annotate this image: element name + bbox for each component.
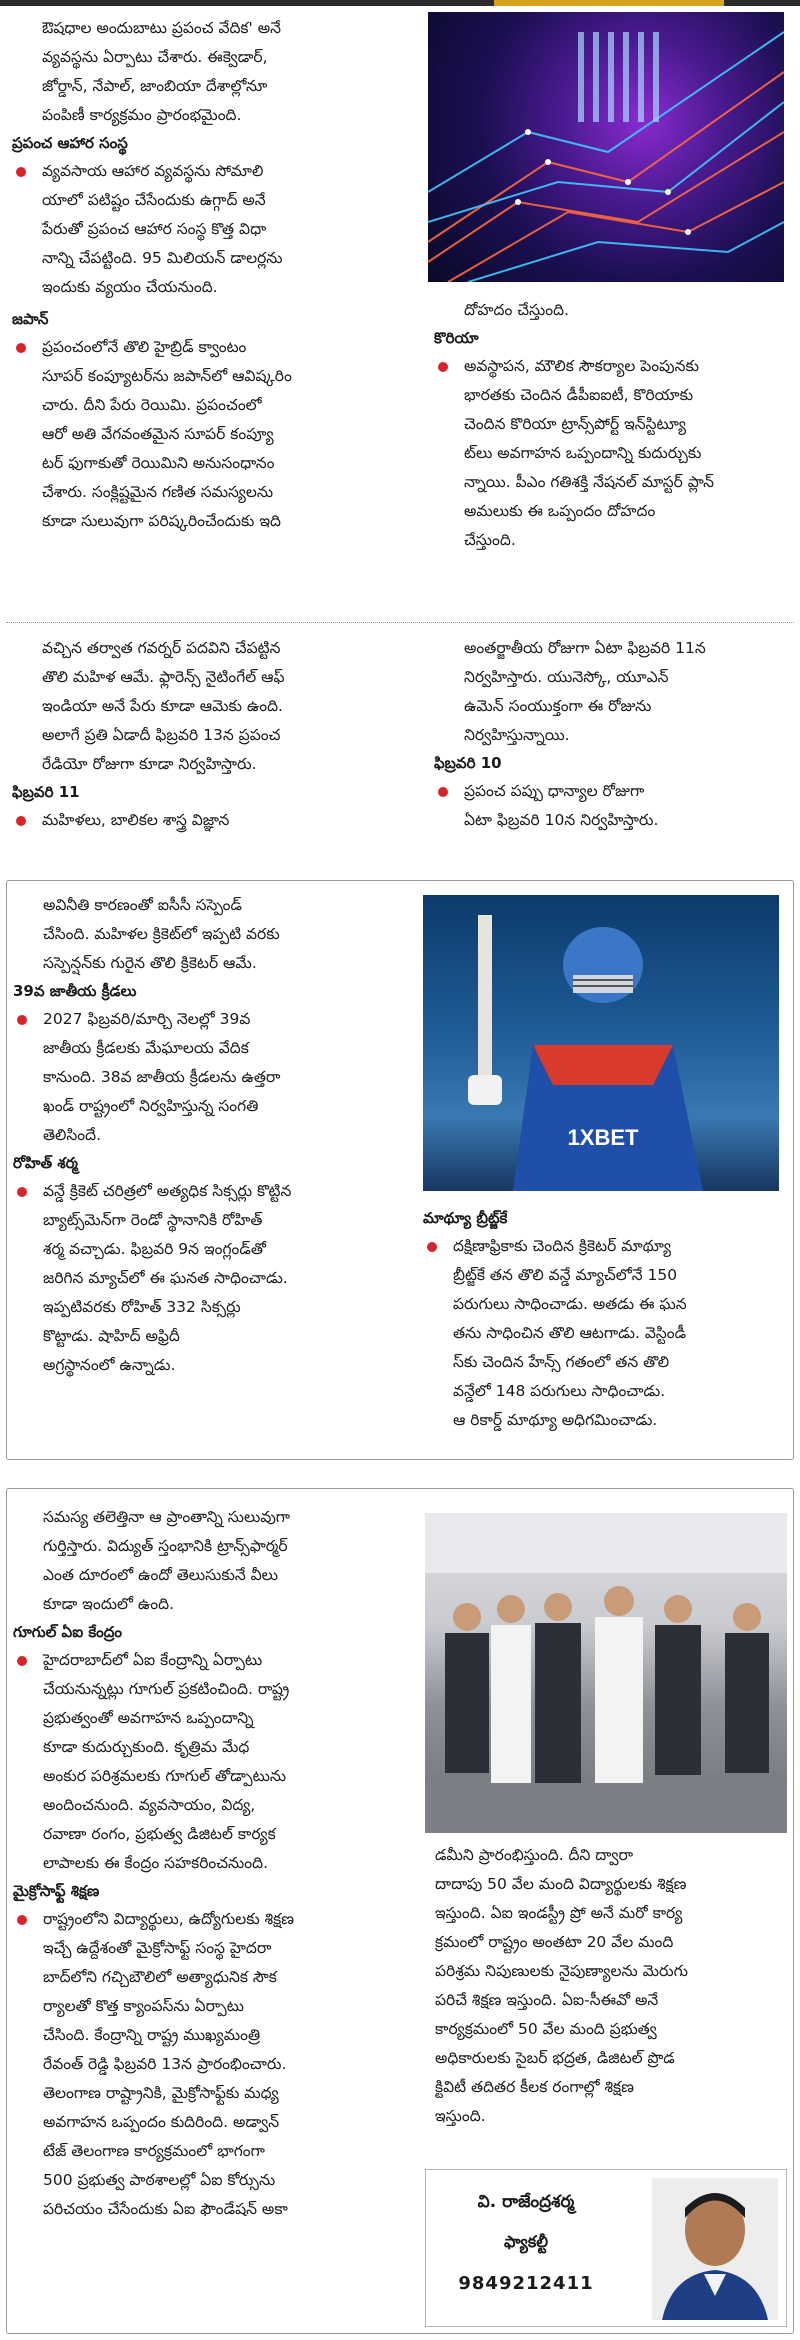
jersey-sponsor-text: 1XBET [567, 1125, 639, 1150]
bullet-rohit-sharma [13, 1177, 433, 1380]
section3-right-column [423, 1205, 785, 1435]
section2-left-column [12, 634, 432, 835]
cricketer-figure [423, 895, 779, 1191]
bullet-google-ai-center [13, 1646, 425, 1878]
text-line: యాలో పటిష్టం చేసేందుకు ఉగ్గాద్ అనే [42, 191, 266, 209]
text-line: ఇస్తుంది. [435, 2107, 486, 2125]
faculty-phone: 9849212411 [458, 2273, 594, 2294]
text-line: రేడియో రోజుగా కూడా నిర్వహిస్తారు. [42, 755, 257, 773]
faculty-details [426, 2192, 626, 2294]
bullet-korea [434, 352, 786, 555]
heading-korea: కొరియా [434, 329, 479, 347]
text-line: కూడా సులువుగా పరిష్కరించేందుకు ఇది [42, 512, 281, 530]
text-line: అవినీతి కారణంతో ఐసీసీ సస్పెండ్ [43, 896, 242, 914]
section-sports [6, 880, 794, 1460]
bullet-national-games [13, 1005, 433, 1150]
text-line: తను సాధించిన తొలి ఆటగాడు. వెస్టిండీ [453, 1324, 687, 1342]
text-line: శర్మ వచ్చాడు. ఫిబ్రవరి 9న ఇంగ్లండ్‌తో [43, 1240, 266, 1258]
section3-left-column [13, 891, 433, 1380]
text-line: చేయనున్నట్లు గూగుల్ ప్రకటించింది. రాష్ట్ర [43, 1680, 290, 1698]
group-people-figure [425, 1513, 787, 1833]
heading-microsoft-training: మైక్రోసాఫ్ట్ శిక్షణ [13, 1882, 100, 1900]
heading-feb-11: ఫిబ్రవరి 11 [12, 783, 80, 801]
text-line: వ్యవసాయ ఆహార వ్యవస్థను సోమాలి [42, 162, 264, 180]
text-line: అంకుర పరిశ్రమలకు గూగుల్ తోడ్పాటును [43, 1767, 287, 1785]
text-line: ఇందుకు వ్యయం చేయనుంది. [42, 278, 218, 296]
text-line: బాద్‌లోని గచ్చిబౌలిలో అత్యాధునిక సౌక [43, 1968, 277, 1986]
text-line: తెలంగాణ రాష్ట్రానికి, మైక్రోసాఫ్ట్‌కు మధ్య [43, 2084, 279, 2102]
text-line: గుర్తిస్తారు. విద్యుత్ స్తంభానికి ట్రాన్స్‌ఫార్మర్ [43, 1537, 288, 1555]
heading-matthew-breetzke: మాథ్యూ బ్రీట్జ్‌కే [423, 1209, 508, 1227]
text-line: సస్పెన్షన్‌కు గురైన తొలి క్రికెటర్ ఆమే. [43, 954, 257, 972]
section4-right-column [435, 1841, 787, 2131]
faculty-name: వి. రాజేంద్రశర్మ [477, 2192, 575, 2212]
text-line: స్‌కు చెందిన హేన్స్ గతంలో తన తొలి [453, 1353, 670, 1371]
text-line: కొట్టాడు. షాహిద్ అఫ్రిదీ [43, 1327, 180, 1345]
section1-intro [12, 14, 432, 130]
text-line: ఎంత దూరంలో ఉందో తెలుసుకునే వీలు [43, 1566, 279, 1584]
text-line: ఆ రికార్డ్ మాథ్యూ అధిగమించాడు. [453, 1411, 658, 1429]
text-line: కార్యక్రమంలో 50 వేల మంది ప్రభుత్వ [435, 2020, 657, 2038]
text-line: న్నాయి. పీఎం గతిశక్తి నేషనల్ మాస్టర్ ప్లాన్ [464, 473, 715, 491]
text-line: పరిచయం చేసేందుకు ఏఐ ఫౌండేషన్ అకా [43, 2200, 288, 2218]
text-line: అధికారులకు సైబర్ భద్రత, డిజిటల్ ప్రొడ [435, 2049, 675, 2067]
text-line: ఇండియా అనే పేరు కూడా ఆమెకు ఉంది. [42, 697, 283, 715]
text-line: వన్డేలో 148 పరుగులు సాధించాడు. [453, 1382, 666, 1400]
text-line: తెలిసిందే. [43, 1126, 102, 1144]
text-line: జరిగిన మ్యాచ్‌లో ఈ ఘనత సాధించాడు. [43, 1269, 288, 1287]
text-line: ఇచ్చే ఉద్దేశంతో మైక్రోసాఫ్ట్ సంస్థ హైదరా [43, 1939, 272, 1957]
section2-right-column [434, 634, 786, 835]
bullet-matthew-breetzke [423, 1232, 785, 1435]
text-line: 2027 ఫిబ్రవరి/మార్చి నెలల్లో 39వ [43, 1010, 251, 1028]
text-line: బ్రీట్జ్‌కే తన తొలి వన్డే మ్యాచ్‌లోనే 150 [453, 1266, 678, 1284]
text-line: నిర్వహిస్తున్నాయి. [464, 726, 570, 744]
text-line: ట్‌లు అవగాహన ఒప్పందాన్ని కుదుర్చుకు [464, 444, 702, 462]
heading-feb-10: ఫిబ్రవరి 10 [434, 754, 502, 772]
top-bar [0, 0, 800, 6]
text-line: జోర్డాన్, నేపాల్, జాంబియా దేశాల్లోనూ [42, 77, 268, 95]
text-line: నాన్ని చేపట్టింది. 95 మిలియన్ డాలర్లను [42, 249, 283, 267]
heading-google-ai-center: గూగుల్ ఏఐ కేంద్రం [13, 1623, 122, 1641]
text-line: చెందిన కొరియా ట్రాన్స్‌పోర్ట్ ఇన్‌స్టిట్యూ [464, 415, 686, 433]
heading-japan: జపాన్ [12, 310, 49, 328]
text-line: ఏటా ఫిబ్రవరి 10న నిర్వహిస్తారు. [464, 811, 659, 829]
section1-right-column [434, 296, 786, 555]
network-lines-graphic [428, 12, 784, 282]
bullet-feb-10 [434, 777, 786, 835]
text-line: చేసింది. మహిళల క్రికెట్‌లో ఇప్పటి వరకు [43, 925, 280, 943]
faculty-portrait [652, 2178, 778, 2320]
text-line: పరిచే శిక్షణ ఇస్తుంది. ఏఐ-సీఈవో అనే [435, 1991, 659, 2009]
text-line: ప్రభుత్వంతో అవగాహన ఒప్పందాన్ని [43, 1709, 254, 1727]
faculty-role: ఫ్యాకల్టీ [504, 2232, 548, 2251]
inauguration-group-photo [425, 1513, 787, 1833]
text-line: ఆరో అతి వేగవంతమైన సూపర్ కంప్యూ [42, 425, 274, 443]
text-line: వ్యవస్థను ఏర్పాటు చేశారు. ఈక్వెడార్, [42, 48, 268, 66]
text-line: దోహదం చేస్తుంది. [464, 301, 569, 319]
text-line: అమలుకు ఈ ఒప్పందం దోహదం [464, 502, 656, 520]
text-line: ఉమెన్ సంయుక్తంగా ఈ రోజును [464, 697, 652, 715]
text-line: జాతీయ క్రీడలకు మేఘాలయ వేదిక [43, 1039, 249, 1057]
text-line: అవగాహన ఒప్పందం కుదిరింది. అడ్వాన్ [43, 2113, 280, 2131]
section-important-days [6, 628, 794, 868]
text-line: బ్యాట్స్‌మెన్‌గా రెండో స్థానానికి రోహిత్ [43, 1211, 263, 1229]
heading-world-food: ప్రపంచ ఆహార సంస్థ [12, 134, 128, 152]
bullet-microsoft-training [13, 1905, 425, 2224]
text-line: మహిళలు, బాలికల శాస్త్ర విజ్ఞాన [42, 811, 230, 829]
bullet-japan [12, 333, 432, 536]
text-line: చారు. దీని పేరు రెయిమి. ప్రపంచంలో [42, 396, 262, 414]
text-line: రేవంత్ రెడ్డి ఫిబ్రవరి 13న ప్రారంభించారు. [43, 2055, 287, 2073]
faculty-avatar-icon [652, 2178, 778, 2320]
section-divider [6, 622, 794, 623]
text-line: వన్డే క్రికెట్ చరిత్రలో అత్యధిక సిక్సర్లు కొట్టిన [43, 1182, 292, 1200]
text-line: రాష్ట్రంలోని విద్యార్థులు, ఉద్యోగులకు శిక్షణ [43, 1910, 295, 1928]
heading-rohit-sharma: రోహిత్ శర్మ [13, 1154, 78, 1172]
text-line: భారతకు చెందిన డీపీఐఐటీ, కొరియాకు [464, 386, 694, 404]
top-bar-accent [494, 0, 724, 6]
text-line: వచ్చిన తర్వాత గవర్నర్ పదవిని చేపట్టిన [42, 639, 281, 657]
text-line: దక్షిణాఫ్రికాకు చెందిన క్రికెటర్ మాథ్యూ [453, 1237, 671, 1255]
text-line: అలాగే ప్రతి ఏడాదీ ఫిబ్రవరి 13న ప్రపంచ [42, 726, 281, 744]
text-line: అందించనుంది. వ్యవసాయం, విద్య, [43, 1796, 256, 1814]
text-line: కూడా ఇందులో ఉంది. [43, 1595, 175, 1613]
text-line: పంపిణీ కార్యక్రమం ప్రారంభమైంది. [42, 106, 242, 124]
text-line: ప్రపంచ పప్పు ధాన్యాల రోజుగా [464, 782, 645, 800]
text-line: ఇప్పటివరకు రోహిత్ 332 సిక్సర్లు [43, 1298, 241, 1316]
text-line: టర్ ఫుగాకుతో రెయిమిని అనుసంధానం [42, 454, 275, 472]
text-line: ర్యాలతో కొత్త క్యాంపస్‌ను ఏర్పాటు [43, 1997, 245, 2015]
text-line: చేశారు. సంక్లిష్టమైన గణిత సమస్యలను [42, 483, 274, 501]
heading-national-games: 39వ జాతీయ క్రీడలు [13, 982, 137, 1000]
text-line: చేసింది. కేంద్రాన్ని రాష్ట్ర ముఖ్యమంత్రి [43, 2026, 261, 2044]
text-line: సమస్య తలెత్తినా ఆ ప్రాంతాన్ని సులువుగా [43, 1508, 291, 1526]
text-line: డమీని ప్రారంభిస్తుంది. దీని ద్వారా [435, 1846, 634, 1864]
section-world-news [6, 8, 794, 592]
text-line: చేస్తుంది. [464, 531, 516, 549]
text-line: పరుగులు సాధించాడు. అతడు ఈ ఘన [453, 1295, 687, 1313]
text-line: క్రమంలో రాష్ట్రం అంతటా 20 వేల మంది [435, 1933, 674, 1951]
text-line: సూపర్ కంప్యూటర్‌ను జపాన్‌లో ఆవిష్కరిం [42, 367, 292, 385]
text-line: దాదాపు 50 వేల మంది విద్యార్థులకు శిక్షణ [435, 1875, 687, 1893]
text-line: పేరుతో ప్రపంచ ఆహార సంస్థ కొత్త విధా [42, 220, 267, 238]
section1-left-column [12, 14, 432, 536]
text-line: కానుంది. 38వ జాతీయ క్రీడలను ఉత్తరా [43, 1068, 281, 1086]
text-line: టేజ్ తెలంగాణ కార్యక్రమంలో భాగంగా [43, 2142, 265, 2160]
text-line: నిర్వహిస్తారు. యునెస్కో, యూఎన్ [464, 668, 669, 686]
bullet-world-food [12, 157, 432, 302]
text-line: పరిశ్రమ నిపుణులకు నైపుణ్యాలను మెరుగు [435, 1962, 688, 1980]
text-line: లాపాలకు ఈ కేంద్రం సహకరించనుంది. [43, 1854, 269, 1872]
text-line: కూడా కుదుర్చుకుంది. కృత్రిమ మేధ [43, 1738, 250, 1756]
text-line: ఔషధాల అందుబాటు ప్రపంచ వేదిక' అనే [42, 19, 281, 37]
text-line: క్టివిటీ తదితర కీలక రంగాల్లో శిక్షణ [435, 2078, 634, 2096]
section-technology [6, 1488, 794, 2334]
text-line: అగ్రస్థానంలో ఉన్నాడు. [43, 1356, 176, 1374]
faculty-card [425, 2169, 787, 2327]
text-line: ఇస్తుంది. ఏఐ ఇండస్ట్రీ ప్రో అనే మరో కార్య [435, 1904, 683, 1922]
section4-left-column [13, 1503, 425, 2224]
text-line: అవస్థాపన, మౌలిక సౌకర్యాల పెంపునకు [464, 357, 699, 375]
text-line: తొలి మహిళ ఆమే. ఫ్లారెన్స్ నైటింగేల్ ఆఫ్ [42, 668, 285, 686]
text-line: రవాణా రంగం, ప్రభుత్వ డిజిటల్ కార్యక [43, 1825, 276, 1843]
cricketer-photo [423, 895, 779, 1191]
quantum-computer-image [428, 12, 784, 282]
text-line: ప్రపంచంలోనే తొలి హైబ్రిడ్ క్వాంటం [42, 338, 247, 356]
text-line: ఖండ్ రాష్ట్రంలో నిర్వహిస్తున్న సంగతి [43, 1097, 259, 1115]
bullet-feb-11 [12, 806, 432, 835]
text-line: హైదరాబాద్‌లో ఏఐ కేంద్రాన్ని ఏర్పాటు [43, 1651, 263, 1669]
text-line: అంతర్జాతీయ రోజుగా ఏటా ఫిబ్రవరి 11న [464, 639, 706, 657]
text-line: 500 ప్రభుత్వ పాఠశాలల్లో ఏఐ కోర్సును [43, 2171, 276, 2189]
